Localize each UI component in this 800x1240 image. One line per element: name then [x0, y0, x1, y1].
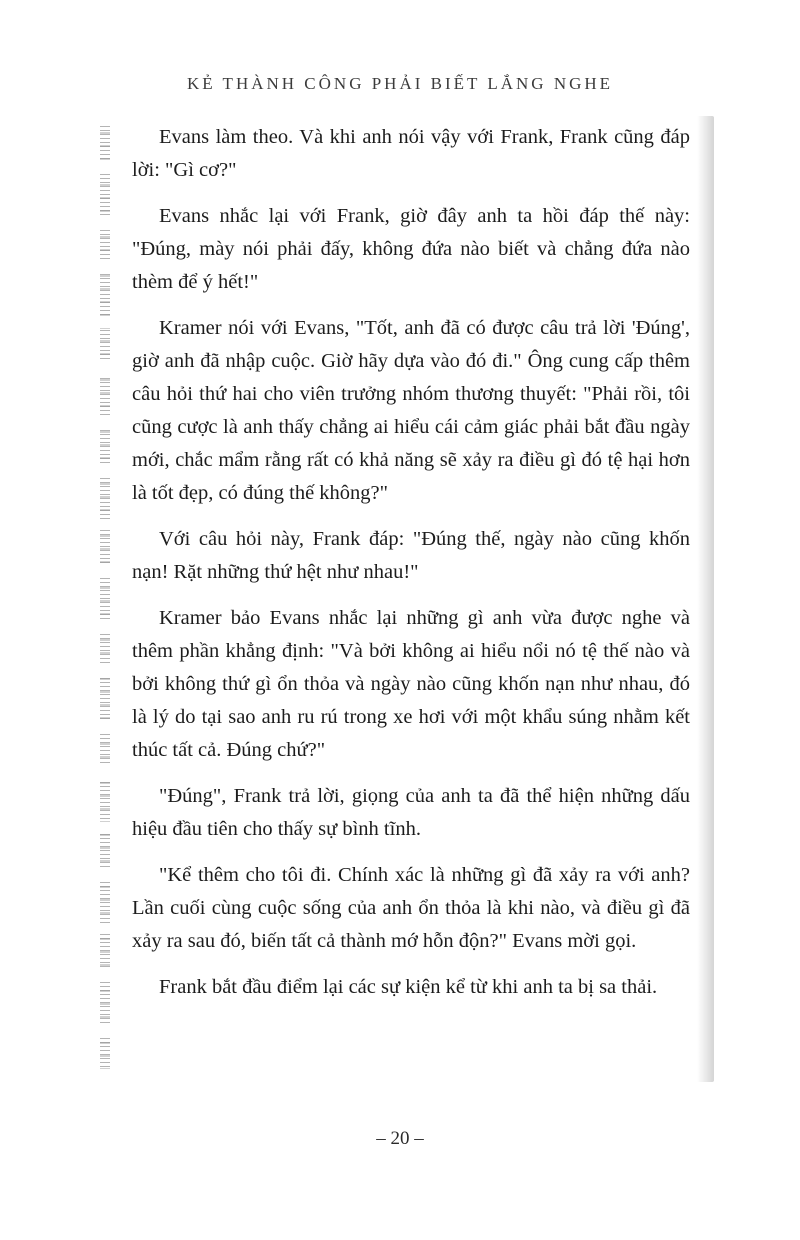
- paragraph: Evans làm theo. Và khi anh nói vậy với Frank, Frank cũng đáp lời: "Gì cơ?": [132, 126, 690, 181]
- scan-gutter-noise: [100, 126, 110, 1078]
- paragraph: Với câu hỏi này, Frank đáp: "Đúng thế, ngày nào cũng khốn nạn! Rặt những thứ hệt như nhau!": [132, 528, 690, 583]
- paragraph: Kramer nói với Evans, "Tốt, anh đã có được câu trả lời 'Đúng', giờ anh đã nhập cuộc. Giờ hãy dựa vào đó đi." Ông cung cấp thêm câu hỏi thứ hai cho viên trưởng nhóm thương thuyết: "Phải rồi, tôi cũng cược là anh thấy chẳng ai hiểu cái cảm giác phải bắt đầu ngày mới, chắc mẩm rằng rất có khả năng sẽ xảy ra điều gì đó tệ hại hơn là tốt đẹp, có đúng thế không?": [132, 317, 690, 504]
- body-text: [132, 121, 690, 1017]
- paragraph: Kramer bảo Evans nhắc lại những gì anh vừa được nghe và thêm phần khẳng định: "Và bởi không ai hiểu nổi nó tệ thế nào và bởi không thứ gì ổn thỏa và ngày nào cũng khốn nạn như nhau, đó là lý do tại sao anh ru rú trong xe hơi với một khẩu súng nhằm kết thúc tất cả. Đúng chứ?": [132, 607, 690, 761]
- paragraph: "Đúng", Frank trả lời, giọng của anh ta đã thể hiện những dấu hiệu đầu tiên cho thấy sự bình tĩnh.: [132, 785, 690, 840]
- paragraph: Frank bắt đầu điểm lại các sự kiện kể từ khi anh ta bị sa thải.: [159, 976, 658, 998]
- paragraph: Evans nhắc lại với Frank, giờ đây anh ta hồi đáp thế này: "Đúng, mày nói phải đấy, không đứa nào biết và chẳng đứa nào thèm để ý hết!": [132, 205, 690, 293]
- paragraph: "Kể thêm cho tôi đi. Chính xác là những gì đã xảy ra với anh? Lần cuối cùng cuộc sống của anh ổn thỏa là khi nào, và điều gì đã xảy ra sau đó, biến tất cả thành mớ hỗn độn?" Evans mời gọi.: [132, 864, 690, 952]
- page-number: – 20 –: [376, 1128, 424, 1149]
- scan-edge-shadow: [697, 116, 714, 1082]
- running-header-title: KẺ THÀNH CÔNG PHẢI BIẾT LẮNG NGHE: [186, 74, 614, 93]
